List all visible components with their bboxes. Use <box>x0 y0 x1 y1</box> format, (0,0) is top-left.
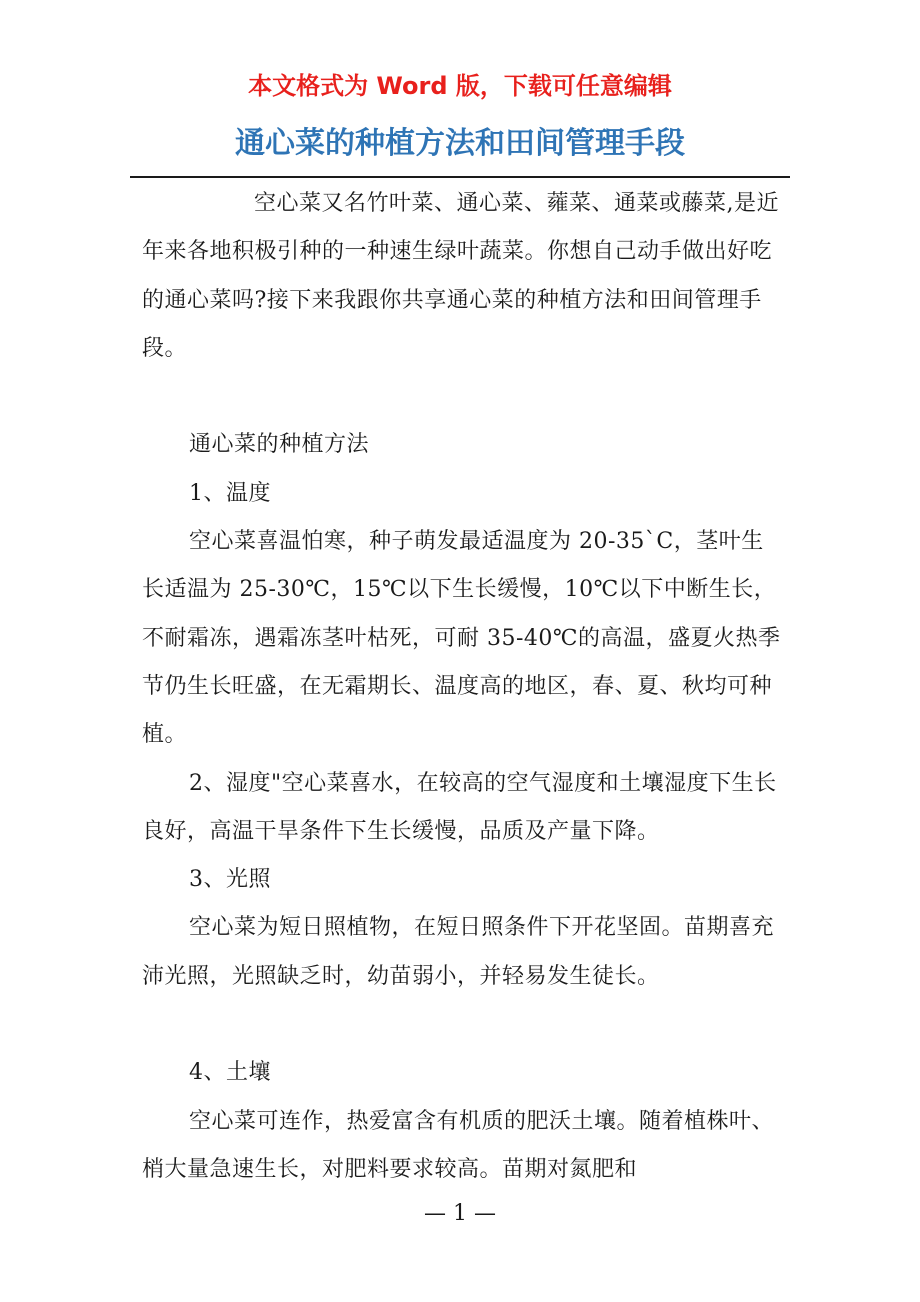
page-number: — 1 — <box>424 1201 496 1226</box>
item-heading-light: 3、光照 <box>189 867 271 893</box>
document-body <box>142 180 782 1194</box>
item-humidity: 2、湿度"空心菜喜水，在较高的空气湿度和土壤湿度下生长良好，高温干旱条件下生长缓慢，品质及产量下降。 <box>142 770 777 844</box>
section-heading: 通心菜的种植方法 <box>189 432 370 458</box>
intro-paragraph: 空心菜又名竹叶菜、通心菜、蕹菜、通菜或藤菜,是近年来各地积极引种的一种速生绿叶蔬菜。你想自己动手做出好吃的通心菜吗?接下来我跟你共享通心菜的种植方法和田间管理手段。 <box>142 191 779 361</box>
page-title: 通心菜的种植方法和田间管理手段 <box>235 126 685 161</box>
item-heading-temperature: 1、温度 <box>189 480 271 506</box>
blank-line <box>142 1001 782 1049</box>
blank-line <box>142 373 782 421</box>
title-divider <box>130 176 790 178</box>
item-heading-soil: 4、土壤 <box>189 1060 271 1086</box>
item-body-temperature: 空心菜喜温怕寒，种子萌发最适温度为 20-35`C，茎叶生长适温为 25-30℃，15℃以下生长缓慢，10℃以下中断生长，不耐霜冻，遇霜冻茎叶枯死，可耐 35-40℃的高温，盛夏火热季节仍生长旺盛，在无霜期长、温度高的地区，春、夏、秋均可种植。 <box>142 529 781 748</box>
format-notice: 本文格式为 Word 版，下载可任意编辑 <box>248 72 672 100</box>
item-body-light: 空心菜为短日照植物，在短日照条件下开花坚固。苗期喜充沛光照，光照缺乏时，幼苗弱小，并轻易发生徒长。 <box>142 915 775 989</box>
item-body-soil: 空心菜可连作，热爱富含有机质的肥沃土壤。随着植株叶、梢大量急速生长，对肥料要求较高。苗期对氮肥和 <box>142 1108 775 1182</box>
